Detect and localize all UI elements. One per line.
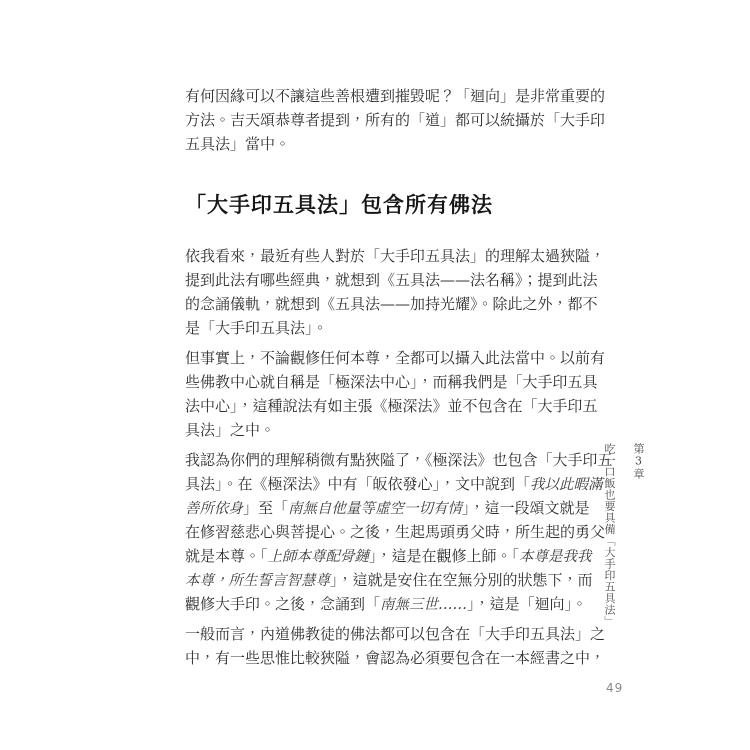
- paragraph-intro: [185, 84, 605, 156]
- verse-segment: 上師本尊配骨鏈: [267, 549, 370, 565]
- paragraph: [185, 244, 605, 340]
- page-number: 49: [606, 681, 624, 695]
- text-segment: 」，這是在觀修上師。「: [369, 547, 520, 565]
- text-line: 在修習慈悲心與菩提心。之後，生起馬頭勇父時，所生起的勇父: [185, 523, 606, 541]
- text-segment: 就是本尊。「: [185, 547, 268, 565]
- verse-segment: 善所依身: [185, 501, 243, 517]
- text-line: 但事實上，不論觀修任何本尊，全都可以攝入此法當中。以前有: [185, 349, 606, 367]
- text-line: 的念誦儀軌，就想到《五具法——加持光耀》。除此之外，都不: [185, 295, 598, 313]
- verse-segment: 我以此暇滿: [530, 477, 603, 493]
- text-line: 一般而言，內道佛教徒的佛法都可以包含在「大手印五具法」之: [185, 625, 606, 643]
- text-line: 依我看來，最近有些人對於「大手印五具法」的理解太過狹隘，: [185, 247, 606, 265]
- text-line: [185, 496, 605, 520]
- paragraph: [185, 622, 605, 670]
- chapter-number: 第3章: [632, 443, 645, 480]
- text-line: 中，有一些思惟比較狹隘，會認為必須要包含在一本經書之中，: [185, 649, 606, 667]
- text-line: 法中心」，這種說法有如主張《極深法》並不包含在「大手印五: [185, 397, 598, 415]
- chapter-marker: [601, 443, 646, 627]
- chapter-title: 吃一口飯也要具備「大手印五具法」: [603, 443, 616, 627]
- text-segment: 」至「: [243, 499, 289, 517]
- text-segment: 」，這就是安住在空無分別的狀態下，而: [330, 571, 593, 589]
- text-line: [185, 544, 605, 568]
- text-line: [185, 472, 605, 496]
- text-segment: 具法」。在《極深法》中有「皈依發心」，文中說到「: [185, 475, 531, 493]
- verse-segment: 本尊，所生誓言智慧尊: [185, 573, 330, 589]
- verse-segment: 南無自他量等虛空一切有情: [288, 501, 463, 517]
- text-segment: 」，這是「迴向」。: [467, 595, 588, 613]
- text-line: 提到此法有哪些經典，就想到《五具法——法名稱》；提到此法: [185, 271, 598, 289]
- text-line: 有何因緣可以不讓這些善根遭到摧毀呢？「迴向」是非常重要的: [185, 87, 606, 105]
- text-line: 具法」之中。: [185, 421, 276, 439]
- paragraph: [185, 346, 605, 442]
- section-heading: 「大手印五具法」包含所有佛法: [185, 192, 493, 217]
- verse-segment: 南無三世……: [380, 597, 468, 613]
- text-segment: 」，這一段頌文就是: [462, 499, 590, 517]
- text-line: 是「大手印五具法」。: [185, 319, 328, 337]
- text-line: 我認為你們的理解稍微有點狹隘了，《極深法》也包含「大手印五: [185, 451, 613, 469]
- text-line: [185, 592, 605, 616]
- text-segment: 觀修大手印。之後，念誦到「: [185, 595, 381, 613]
- text-line: 五具法」當中。: [185, 135, 291, 153]
- verse-segment: 本尊是我我: [519, 549, 592, 565]
- text-line: 些佛教中心就自稱是「極深法中心」，而稱我們是「大手印五具: [185, 373, 598, 391]
- text-line: 方法。吉天頌恭尊者提到，所有的「道」都可以統攝於「大手印: [185, 111, 606, 129]
- text-line: [185, 568, 605, 592]
